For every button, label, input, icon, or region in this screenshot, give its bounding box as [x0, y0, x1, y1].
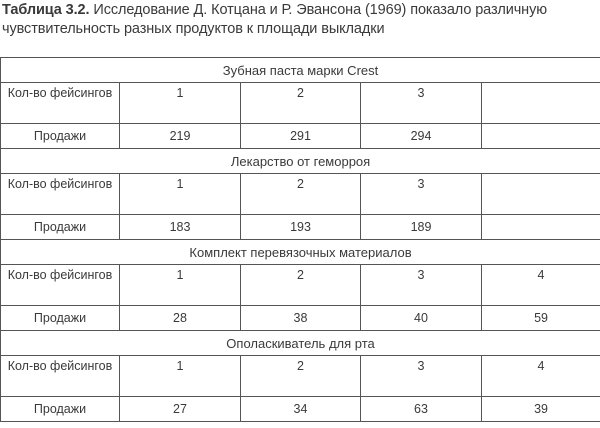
sales-facings-table: [0, 57, 600, 422]
sales-cell: 219: [120, 124, 241, 149]
sales-row: [1, 124, 600, 149]
sales-cell: 34: [241, 397, 361, 422]
sales-label: Продажи: [1, 397, 120, 422]
sales-cell: [482, 215, 600, 240]
sales-cell: 294: [361, 124, 482, 149]
facings-row: [1, 265, 600, 306]
sales-cell: 40: [361, 306, 482, 331]
facings-cell: 4: [482, 265, 600, 306]
sales-label: Продажи: [1, 215, 120, 240]
product-name: Ополаскиватель для рта: [1, 331, 600, 356]
facings-label: Кол-во фейсингов: [1, 356, 120, 397]
product-header-row: [1, 331, 600, 356]
facings-cell: 2: [241, 174, 361, 215]
facings-label: Кол-во фейсингов: [1, 83, 120, 124]
facings-cell: 1: [120, 265, 241, 306]
facings-cell: 3: [361, 265, 482, 306]
sales-cell: 28: [120, 306, 241, 331]
facings-cell: [482, 83, 600, 124]
sales-label: Продажи: [1, 306, 120, 331]
sales-cell: 38: [241, 306, 361, 331]
sales-label: Продажи: [1, 124, 120, 149]
sales-cell: 39: [482, 397, 600, 422]
sales-cell: [482, 124, 600, 149]
facings-row: [1, 83, 600, 124]
facings-cell: [482, 174, 600, 215]
facings-cell: 4: [482, 356, 600, 397]
caption-label: Таблица 3.2.: [2, 2, 90, 18]
facings-cell: 3: [361, 83, 482, 124]
facings-cell: 1: [120, 83, 241, 124]
sales-row: [1, 397, 600, 422]
product-name: Комплект перевязочных материалов: [1, 240, 600, 265]
facings-label: Кол-во фейсингов: [1, 174, 120, 215]
sales-row: [1, 215, 600, 240]
product-name: Лекарство от геморроя: [1, 149, 600, 174]
product-name: Зубная паста марки Crest: [1, 58, 600, 83]
sales-cell: 183: [120, 215, 241, 240]
caption-text: Исследование Д. Котцана и Р. Эвансона (1969) показало различную чувствительность разных продуктов к площади выкладки: [2, 2, 548, 37]
sales-cell: 63: [361, 397, 482, 422]
sales-cell: 59: [482, 306, 600, 331]
sales-cell: 189: [361, 215, 482, 240]
sales-cell: 291: [241, 124, 361, 149]
facings-cell: 2: [241, 83, 361, 124]
facings-label: Кол-во фейсингов: [1, 265, 120, 306]
facings-cell: 2: [241, 356, 361, 397]
product-header-row: [1, 58, 600, 83]
product-header-row: [1, 240, 600, 265]
facings-cell: 3: [361, 174, 482, 215]
sales-row: [1, 306, 600, 331]
facings-row: [1, 356, 600, 397]
product-header-row: [1, 149, 600, 174]
facings-cell: 2: [241, 265, 361, 306]
facings-cell: 1: [120, 174, 241, 215]
sales-cell: 193: [241, 215, 361, 240]
facings-cell: 3: [361, 356, 482, 397]
sales-cell: 27: [120, 397, 241, 422]
facings-row: [1, 174, 600, 215]
facings-cell: 1: [120, 356, 241, 397]
table-caption: [2, 1, 598, 39]
